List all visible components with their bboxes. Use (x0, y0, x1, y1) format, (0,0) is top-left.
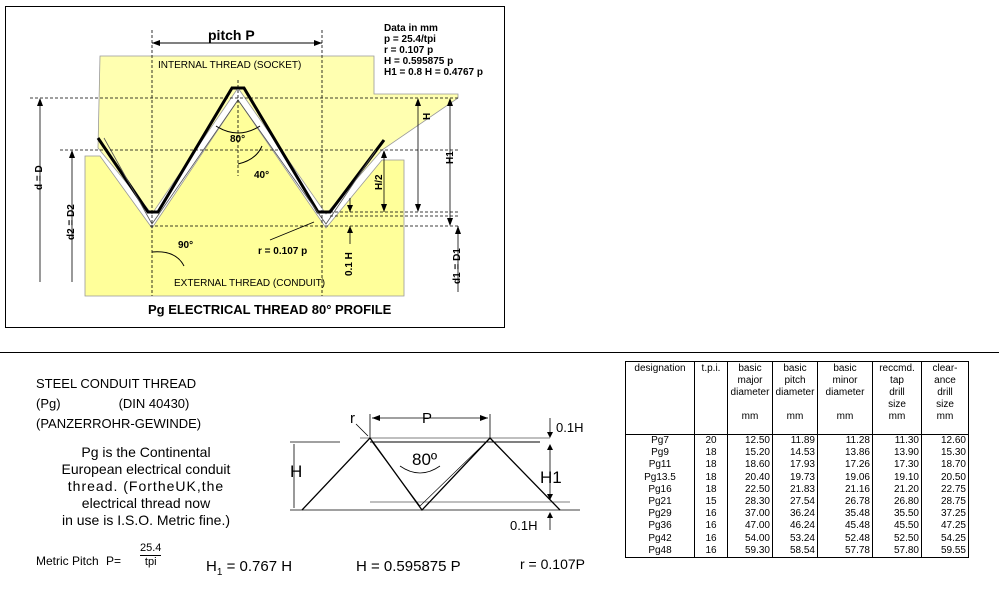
data-block (384, 23, 483, 78)
data-line: Data in mm (384, 23, 438, 34)
table-cell: 27.54 (773, 496, 818, 508)
table-cell: 57.80 (873, 545, 922, 558)
table-cell: 16 (695, 508, 728, 520)
para-line: thread. (FortheUK,the (67, 478, 225, 494)
table-cell: 45.48 (818, 520, 873, 532)
table-cell: 59.55 (922, 545, 969, 558)
table-header-cell: reccmd. tap drill size mm (873, 362, 922, 435)
table-cell: 47.00 (728, 520, 773, 532)
table-cell: 17.93 (773, 459, 818, 471)
r-formula: r = 0.107P (520, 556, 585, 572)
table-cell: 37.00 (728, 508, 773, 520)
table-row (626, 533, 969, 545)
metric-pitch-formula: Metric Pitch P= (36, 554, 122, 568)
table-header-cell: basic major diameter mm (728, 362, 773, 435)
table-cell: 12.50 (728, 435, 773, 448)
table-cell: 45.50 (873, 520, 922, 532)
table-cell: 19.10 (873, 472, 922, 484)
table-cell: 15 (695, 496, 728, 508)
table-cell: 16 (695, 520, 728, 532)
table-cell: 11.30 (873, 435, 922, 448)
steel-paragraph (30, 444, 262, 529)
angle-40-label: 40° (254, 170, 270, 181)
table-row (626, 508, 969, 520)
dim-d2-label: d2 = D2 (66, 204, 77, 240)
table-cell: Pg9 (626, 447, 695, 459)
table-row (626, 459, 969, 471)
table-row (626, 520, 969, 532)
table-cell: 37.25 (922, 508, 969, 520)
dim-d-label: d = D (34, 165, 45, 190)
small-p-label: P (422, 410, 433, 427)
data-line: p = 25.4/tpi (384, 34, 436, 45)
table-cell: Pg16 (626, 484, 695, 496)
table-row (626, 484, 969, 496)
dim-h-label: H (422, 112, 433, 120)
table-cell: 13.90 (873, 447, 922, 459)
table-cell: 18.70 (922, 459, 969, 471)
small-h-label: H (290, 462, 303, 481)
table-cell: 20 (695, 435, 728, 448)
table-cell: Pg21 (626, 496, 695, 508)
table-header-cell: designation (626, 362, 695, 435)
table-cell: 14.53 (773, 447, 818, 459)
para-line: electrical thread now (81, 495, 211, 511)
small-angle-label: 80º (412, 450, 438, 469)
table-cell: 17.30 (873, 459, 922, 471)
table-cell: 35.50 (873, 508, 922, 520)
table-cell: 21.16 (818, 484, 873, 496)
table-cell: 46.24 (773, 520, 818, 532)
table-cell: 12.60 (922, 435, 969, 448)
table-cell: Pg42 (626, 533, 695, 545)
steel-panzer: (PANZERROHR-GEWINDE) (36, 416, 202, 431)
small-r-label: r (350, 410, 355, 427)
para-line: Pg is the Continental (81, 444, 211, 460)
table-cell: 21.20 (873, 484, 922, 496)
table-cell: 58.54 (773, 545, 818, 558)
table-row (626, 496, 969, 508)
small-bot-01h: 0.1H (510, 518, 538, 533)
steel-title: STEEL CONDUIT THREAD (36, 376, 197, 391)
table-cell: 18 (695, 484, 728, 496)
table-header-cell: t.p.i. (695, 362, 728, 435)
table-cell: 21.83 (773, 484, 818, 496)
table-cell: 15.20 (728, 447, 773, 459)
small-h1-label: H1 (540, 468, 562, 487)
table-cell: 57.78 (818, 545, 873, 558)
table-cell: 26.78 (818, 496, 873, 508)
table-cell: 36.24 (773, 508, 818, 520)
table-row (626, 435, 969, 448)
table-cell: 52.48 (818, 533, 873, 545)
table-cell: 17.26 (818, 459, 873, 471)
table-cell: 15.30 (922, 447, 969, 459)
table-cell: 18 (695, 459, 728, 471)
angle-80-label: 80° (230, 134, 246, 145)
table-cell: 59.30 (728, 545, 773, 558)
table-cell: 13.86 (818, 447, 873, 459)
steel-header (36, 374, 201, 434)
table-cell: 54.00 (728, 533, 773, 545)
table-header-cell: basic pitch diameter mm (773, 362, 818, 435)
internal-thread-label: INTERNAL THREAD (SOCKET) (158, 60, 302, 71)
table-row (626, 545, 969, 558)
pg-thread-table (625, 361, 969, 558)
table-cell: 22.75 (922, 484, 969, 496)
table-cell: 52.50 (873, 533, 922, 545)
data-line: H1 = 0.8 H = 0.4767 p (384, 67, 483, 78)
table-row (626, 447, 969, 459)
small-top-01h: 0.1H (556, 420, 584, 435)
table-cell: 28.30 (728, 496, 773, 508)
table-cell: 28.75 (922, 496, 969, 508)
table-header-cell: clear- ance drill size mm (922, 362, 969, 435)
table-cell: 20.50 (922, 472, 969, 484)
external-thread-label: EXTERNAL THREAD (CONDUIT) (174, 278, 326, 289)
para-line: European electrical conduit (61, 461, 231, 477)
table-cell: 18.60 (728, 459, 773, 471)
table-cell: 18 (695, 447, 728, 459)
table-cell: 35.48 (818, 508, 873, 520)
dim-h1-label: H1 (445, 151, 456, 164)
table-cell: 19.73 (773, 472, 818, 484)
dim-01h-label: 0.1 H (344, 252, 355, 276)
table-cell: 47.25 (922, 520, 969, 532)
table-cell: Pg7 (626, 435, 695, 448)
table-cell: 53.24 (773, 533, 818, 545)
table-cell: Pg29 (626, 508, 695, 520)
table-cell: Pg13.5 (626, 472, 695, 484)
pitch-fraction: 25.4 tpi (140, 542, 162, 568)
table-cell: 11.28 (818, 435, 873, 448)
table-cell: 22.50 (728, 484, 773, 496)
diagram-caption: Pg ELECTRICAL THREAD 80° PROFILE (148, 302, 392, 317)
angle-90-label: 90° (178, 240, 194, 251)
table-cell: Pg11 (626, 459, 695, 471)
table-cell: 19.06 (818, 472, 873, 484)
h1-formula: $H_1 = 0.767$ H (206, 558, 293, 578)
table-cell: 16 (695, 545, 728, 558)
radius-label: r = 0.107 p (258, 246, 308, 257)
table-cell: 18 (695, 472, 728, 484)
table-cell: Pg48 (626, 545, 695, 558)
pitch-label: pitch P (208, 27, 255, 43)
table-cell: 11.89 (773, 435, 818, 448)
table-row (626, 472, 969, 484)
table-cell: 54.25 (922, 533, 969, 545)
dim-h-half-label: H/2 (374, 174, 385, 190)
table-cell: Pg36 (626, 520, 695, 532)
table-cell: 20.40 (728, 472, 773, 484)
dim-d1-label: d1 = D1 (452, 248, 463, 284)
table-cell: 16 (695, 533, 728, 545)
data-line: r = 0.107 p (384, 45, 434, 56)
h-formula: H = 0.595875 P (356, 558, 461, 575)
table-header-cell: basic minor diameter mm (818, 362, 873, 435)
table-cell: 26.80 (873, 496, 922, 508)
steel-pg-line: (Pg) (DIN 40430) (36, 396, 190, 411)
data-line: H = 0.595875 p (384, 56, 454, 67)
para-line: in use is I.S.O. Metric fine.) (61, 512, 231, 528)
